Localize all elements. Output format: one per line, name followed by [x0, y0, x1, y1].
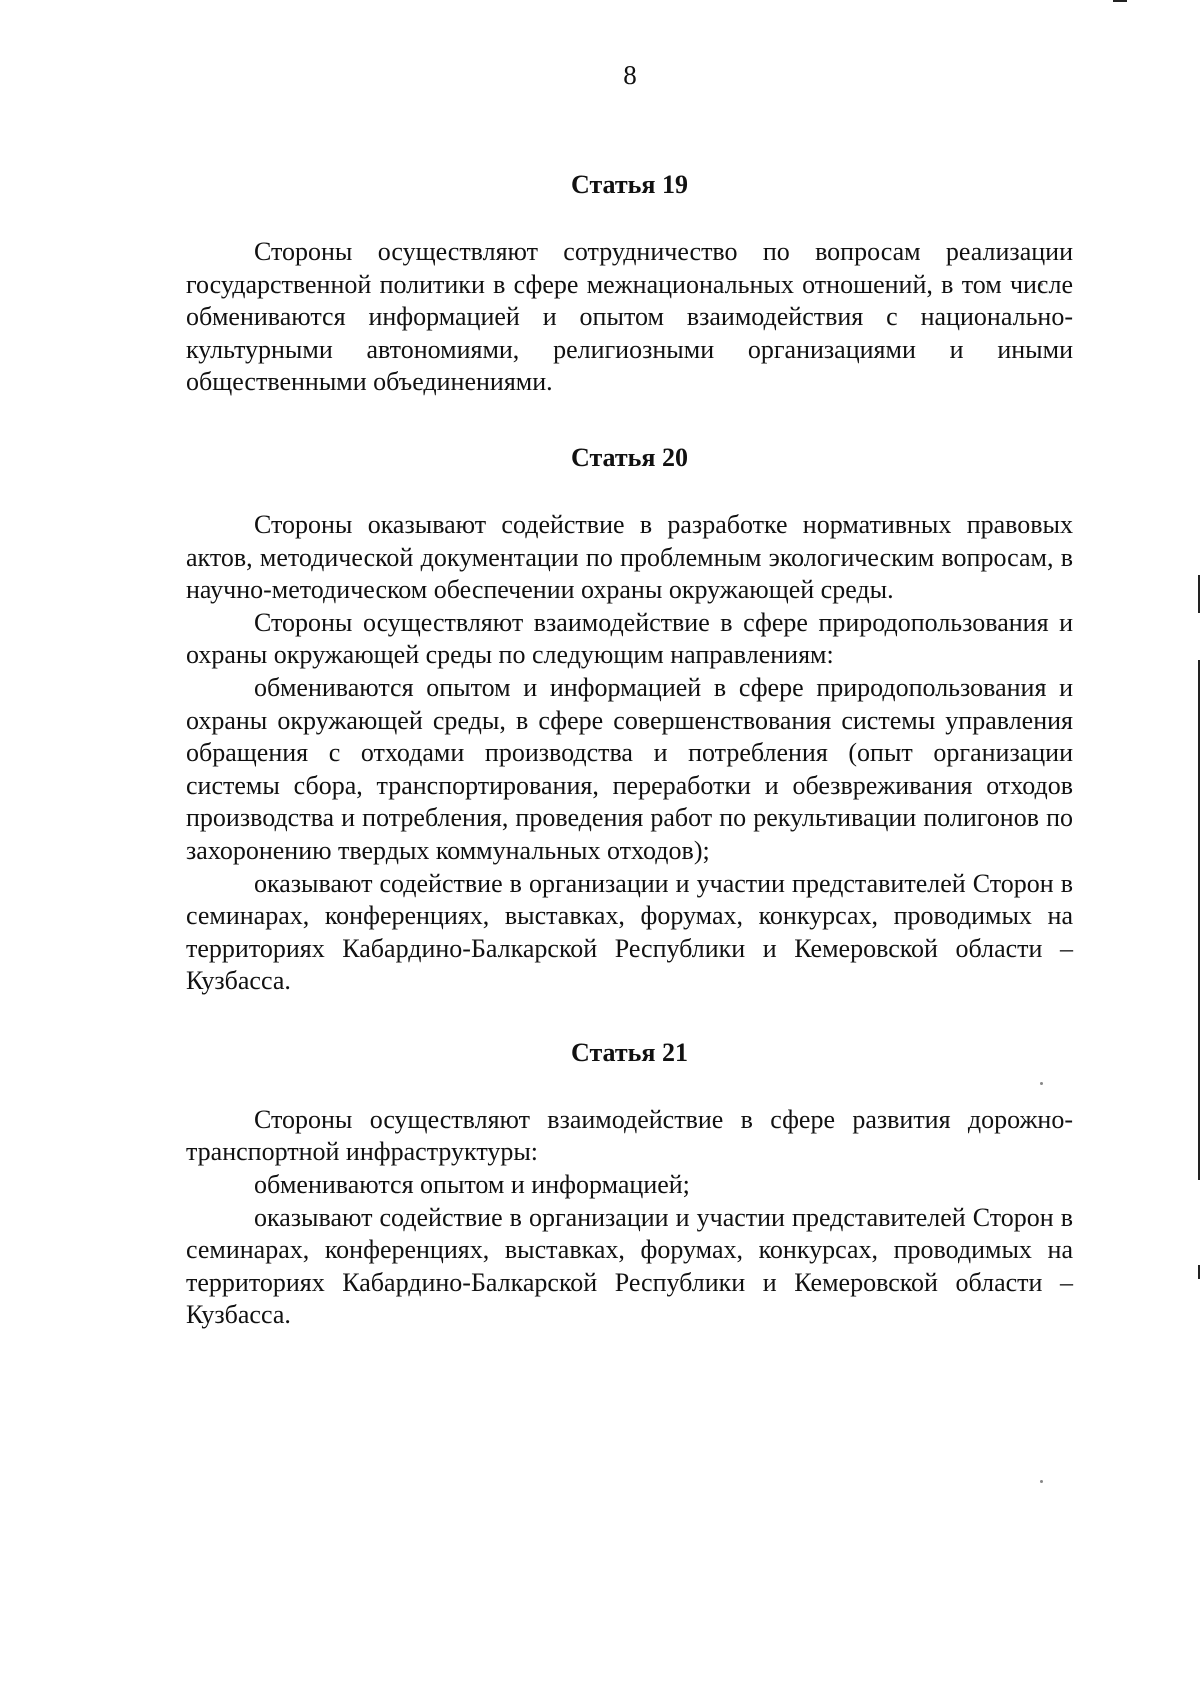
scan-dot — [1040, 1480, 1043, 1483]
article-20 — [186, 441, 1073, 998]
article-title: Статья 19 — [571, 170, 688, 199]
document-body — [186, 168, 1073, 1374]
scan-artifact-mark — [1113, 0, 1127, 2]
article-19 — [186, 168, 1073, 399]
article-title: Статья 21 — [571, 1037, 688, 1067]
page-number: 8 — [623, 60, 637, 90]
article-21 — [186, 1036, 1073, 1332]
paragraph: Стороны осуществляют сотрудничество по вопросам реализации государственной политики в сфере межнациональных отношений, в том числе обмениваются информацией и опытом взаимодействия с национально-культурными автономиями, религиозными организациями и иными общественными объединениями. — [186, 237, 1073, 397]
paragraph: оказывают содействие в организации и участии представителей Сторон в семинарах, конференциях, выставках, форумах, конкурсах, проводимых на территориях Кабардино-Балкарской Республики и Кемеровской области – Кузбасса. — [186, 1202, 1073, 1330]
paragraph: обмениваются опытом и информацией в сфере природопользования и охраны окружающей среды, в сфере совершенствования системы управления обращения с отходами производства и потребления (опыт организации системы сбора, транспортирования, переработки и обезвреживания отходов производства и потребления, проведения работ по рекультивации полигонов по захоронению твердых коммунальных отходов); — [186, 672, 1073, 865]
paragraph: обмениваются опытом и информацией; — [254, 1170, 690, 1200]
paragraph: Стороны оказывают содействие в разработке нормативных правовых актов, методической документации по проблемным экологическим вопросам, в научно-методическом обеспечении охраны окружающей среды. — [186, 509, 1073, 605]
paragraph: Стороны осуществляют взаимодействие в сфере развития дорожно-транспортной инфраструктуры: — [186, 1104, 1073, 1167]
article-title: Статья 20 — [571, 442, 688, 472]
paragraph: Стороны осуществляют взаимодействие в сфере природопользования и охраны окружающей среды по следующим направлениям: — [186, 607, 1073, 670]
paragraph: оказывают содействие в организации и участии представителей Сторон в семинарах, конференциях, выставках, форумах, конкурсах, проводимых на территориях Кабардино-Балкарской Республики и Кемеровской области – Кузбасса. — [186, 868, 1073, 996]
